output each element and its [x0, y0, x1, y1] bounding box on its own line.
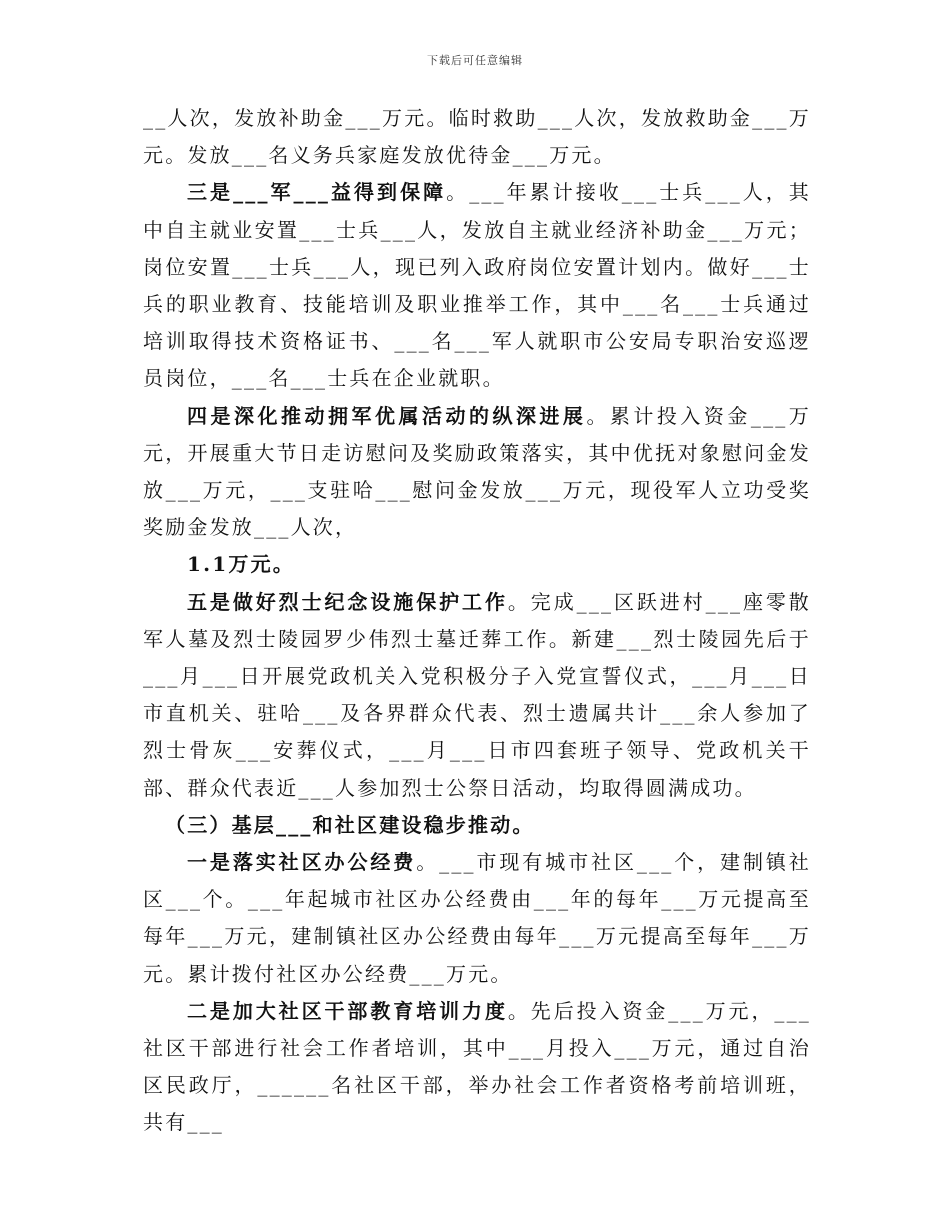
paragraph-lead: 1.1万元。 — [187, 552, 295, 577]
paragraph-lead: 二是加大社区干部教育培训力度 — [187, 998, 508, 1023]
document-body — [143, 100, 811, 1142]
paragraph-lead: 三是___军___益得到保障 — [187, 180, 447, 205]
paragraph-7 — [143, 844, 811, 993]
paragraph-text: __人次，发放补助金___万元。临时救助___人次，发放救助金___万元。发放___名义务兵家庭发放优待金___万元。 — [143, 106, 811, 168]
paragraph-2 — [143, 174, 811, 397]
paragraph-1 — [143, 100, 811, 174]
paragraph-lead: 一是落实社区办公经费 — [187, 850, 417, 875]
paragraph-text: 。___年累计接收___士兵___人，其中自主就业安置___士兵___人，发放自主就业经济补助金___万元；岗位安置___士兵___人，现已列入政府岗位安置计划内。做好___士兵的职业教育、技能培训及职业推举工作，其中___名___士兵通过培训取得技术资格证书、___名___军人就职市公安局专职治安巡逻员岗位，___名___士兵在企业就职。 — [143, 180, 812, 391]
paragraph-3 — [143, 398, 811, 547]
paragraph-8 — [143, 993, 811, 1142]
paragraph-5 — [143, 584, 811, 807]
page-header: 下载后可任意编辑 — [427, 54, 523, 67]
section-heading — [143, 807, 811, 844]
paragraph-text: 。完成___区跃进村___座零散军人墓及烈士陵园罗少伟烈士墓迁葬工作。新建___烈士陵园先后于___月___日开展党政机关入党积极分子入党宣誓仪式，___月___日市直机关、驻哈___及各界群众代表、烈士遗属共计___余人参加了烈士骨灰___安葬仪式，___月___日市四套班子领导、党政机关干部、群众代表近___人参加烈士公祭日活动，均取得圆满成功。 — [143, 589, 811, 800]
section-heading-text: （三）基层___和社区建设稳步推动。 — [165, 812, 535, 837]
paragraph-lead: 四是深化推动拥军优属活动的纵深进展 — [187, 403, 587, 428]
paragraph-text: 。累计投入资金___万元，开展重大节日走访慰问及奖励政策落实，其中优抚对象慰问金发放___万元，___支驻哈___慰问金发放___万元，现役军人立功受奖奖励金发放___人次， — [143, 403, 812, 540]
paragraph-text: 。先后投入资金___万元，___社区干部进行社会工作者培训，其中___月投入___万元，通过自治区民政厅，______名社区干部，举办社会工作者资格考前培训班，共有___ — [143, 998, 811, 1135]
paragraph-4 — [143, 546, 811, 583]
paragraph-lead: 五是做好烈士纪念设施保护工作 — [187, 589, 508, 614]
paragraph-text: 。___市现有城市社区___个，建制镇社区___个。___年起城市社区办公经费由___年的每年___万元提高至每年___万元，建制镇社区办公经费由每年___万元提高至每年___万元。累计拨付社区办公经费___万元。 — [143, 850, 812, 986]
